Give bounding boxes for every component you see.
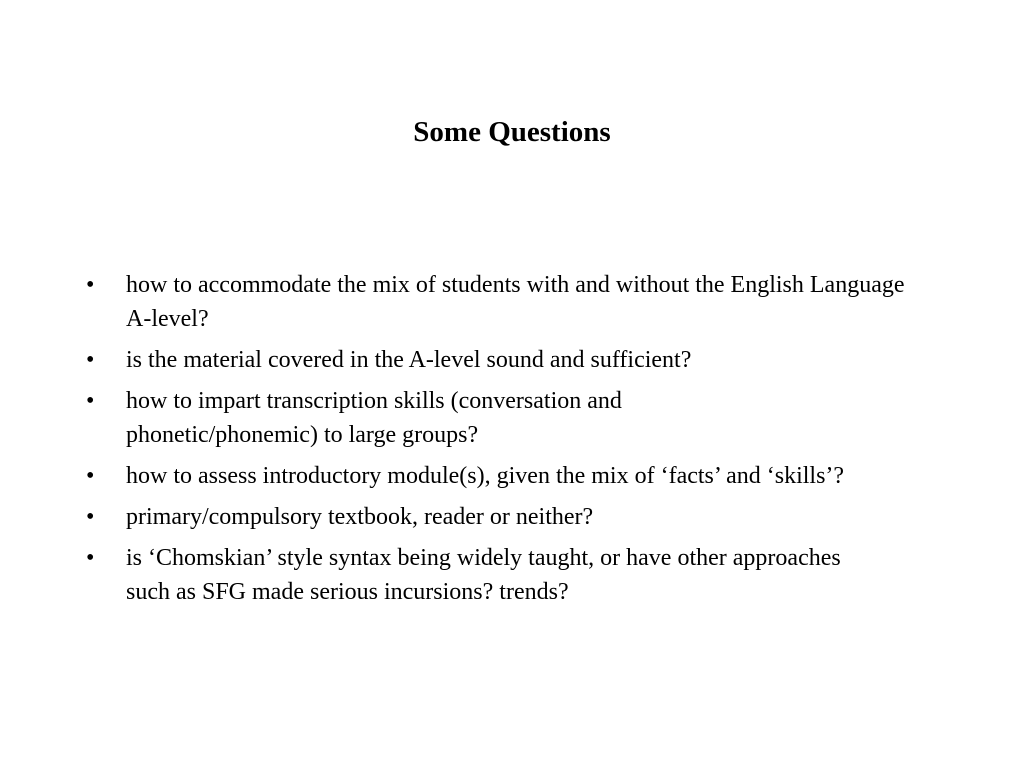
bullet-icon: • — [86, 545, 95, 571]
bullet-icon: • — [86, 504, 95, 530]
bullet-item — [86, 459, 946, 493]
bullet-icon: • — [86, 388, 95, 414]
bullet-text: is the material covered in the A-level sound and sufficient? — [126, 347, 692, 373]
bullet-icon: • — [86, 347, 95, 373]
bullet-item — [86, 384, 946, 452]
slide-title: Some Questions — [413, 116, 611, 148]
bullet-text: how to accommodate the mix of students with and without the English Language A-level? — [126, 272, 905, 332]
bullet-text: primary/compulsory textbook, reader or neither? — [126, 504, 594, 530]
bullet-list — [86, 268, 946, 616]
bullet-text: how to assess introductory module(s), given the mix of ‘facts’ and ‘skills’? — [126, 463, 845, 489]
bullet-icon: • — [86, 272, 95, 298]
bullet-text: is ‘Chomskian’ style syntax being widely taught, or have other approaches such as SFG made serious incursions? trends? — [126, 545, 841, 605]
bullet-item — [86, 541, 946, 609]
bullet-item — [86, 268, 946, 336]
bullet-item — [86, 343, 946, 377]
bullet-text: how to impart transcription skills (conversation and phonetic/phonemic) to large groups? — [126, 388, 622, 448]
bullet-item — [86, 500, 946, 534]
bullet-icon: • — [86, 463, 95, 489]
